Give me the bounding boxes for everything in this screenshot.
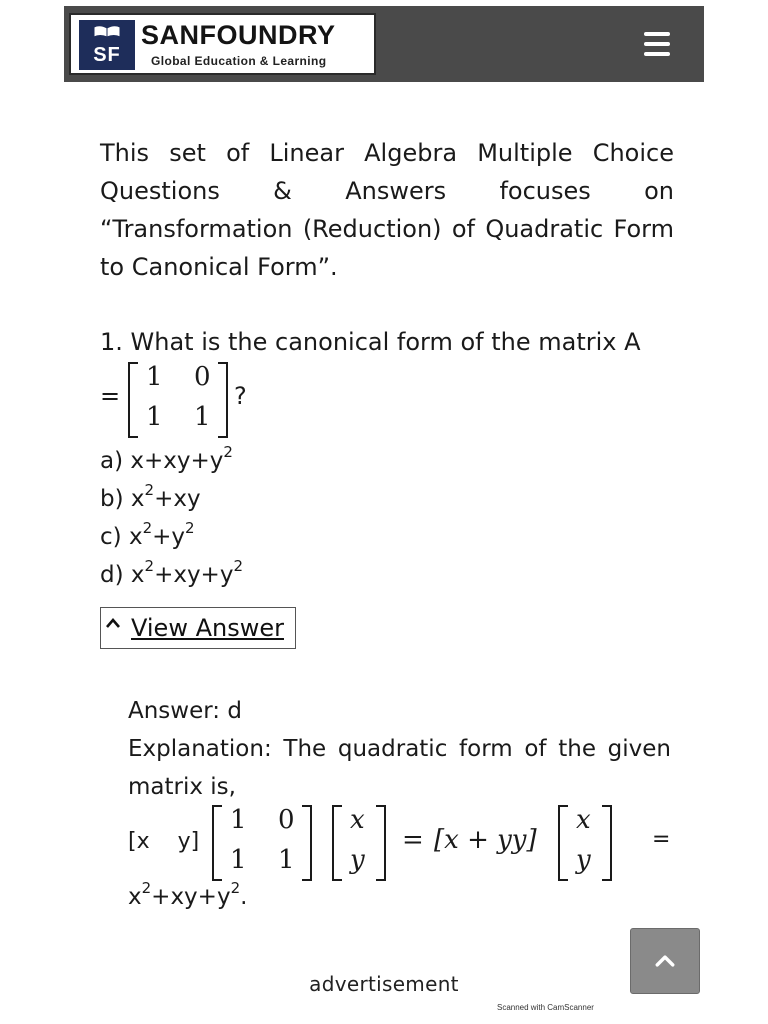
scroll-to-top-button[interactable]	[630, 928, 700, 994]
brand-name: SANFOUNDRY	[141, 20, 336, 50]
view-answer-button[interactable]	[100, 607, 296, 649]
explanation-equation	[128, 803, 688, 883]
matrix-cell: 1	[146, 362, 163, 392]
open-book-icon	[93, 24, 121, 38]
explanation-matrix	[212, 805, 312, 877]
vector-cell: x	[576, 805, 591, 835]
matrix-cell: 1	[230, 805, 247, 835]
hamburger-menu-icon[interactable]	[644, 32, 670, 56]
brand-tagline: Global Education & Learning	[151, 54, 327, 68]
column-vector	[332, 805, 386, 877]
matrix-cell: 1	[194, 402, 211, 432]
option-d: d) $x^2+xy+y^2$	[100, 557, 243, 588]
advertisement-label: advertisement	[309, 972, 459, 996]
vector-cell: y	[350, 845, 365, 875]
logo-initials: SF	[93, 44, 121, 66]
option-c: c) $x^2+y^2$	[100, 519, 195, 550]
row-vector: [x y]	[128, 829, 200, 854]
matrix-A	[128, 362, 228, 434]
matrix-cell: 0	[194, 362, 211, 392]
intro-paragraph: This set of Linear Algebra Multiple Choice Questions & Answers focuses on “Transformation (Reduction) of Quadratic Form to Canonical Form”.	[100, 139, 674, 281]
logo-emblem	[79, 20, 135, 70]
answer-label: Answer: d	[128, 698, 242, 724]
chevron-up-icon	[631, 929, 699, 993]
question-matrix-line	[100, 360, 400, 440]
option-b: b) $x^2+xy$	[100, 481, 201, 512]
column-vector-2	[558, 805, 612, 877]
trailing-equals: =	[652, 827, 671, 852]
equals-sign: =	[402, 825, 424, 855]
view-answer-label: View Answer	[131, 614, 284, 642]
explanation-text: Explanation: The quadratic form of the given matrix is,	[128, 736, 671, 800]
sanfoundry-logo[interactable]	[69, 13, 376, 75]
question-text: 1. What is the canonical form of the matrix A	[100, 328, 641, 356]
vector-cell: x	[350, 805, 365, 835]
equals-sign: =	[100, 382, 121, 410]
middle-vector: [x + yy]	[434, 825, 537, 855]
scanned-watermark: Scanned with CamScanner	[497, 1003, 594, 1012]
matrix-cell: 0	[278, 805, 295, 835]
matrix-cell: 1	[146, 402, 163, 432]
vector-cell: y	[576, 845, 591, 875]
option-a: a) $x+xy+y^2$	[100, 443, 233, 474]
site-header	[64, 6, 704, 82]
question-mark: ?	[234, 382, 247, 410]
result-expression: $x^2+xy+y^2$.	[128, 879, 248, 910]
matrix-cell: 1	[278, 845, 295, 875]
answer-options	[100, 442, 243, 594]
matrix-cell: 1	[230, 845, 247, 875]
caret-up-icon	[106, 616, 120, 630]
